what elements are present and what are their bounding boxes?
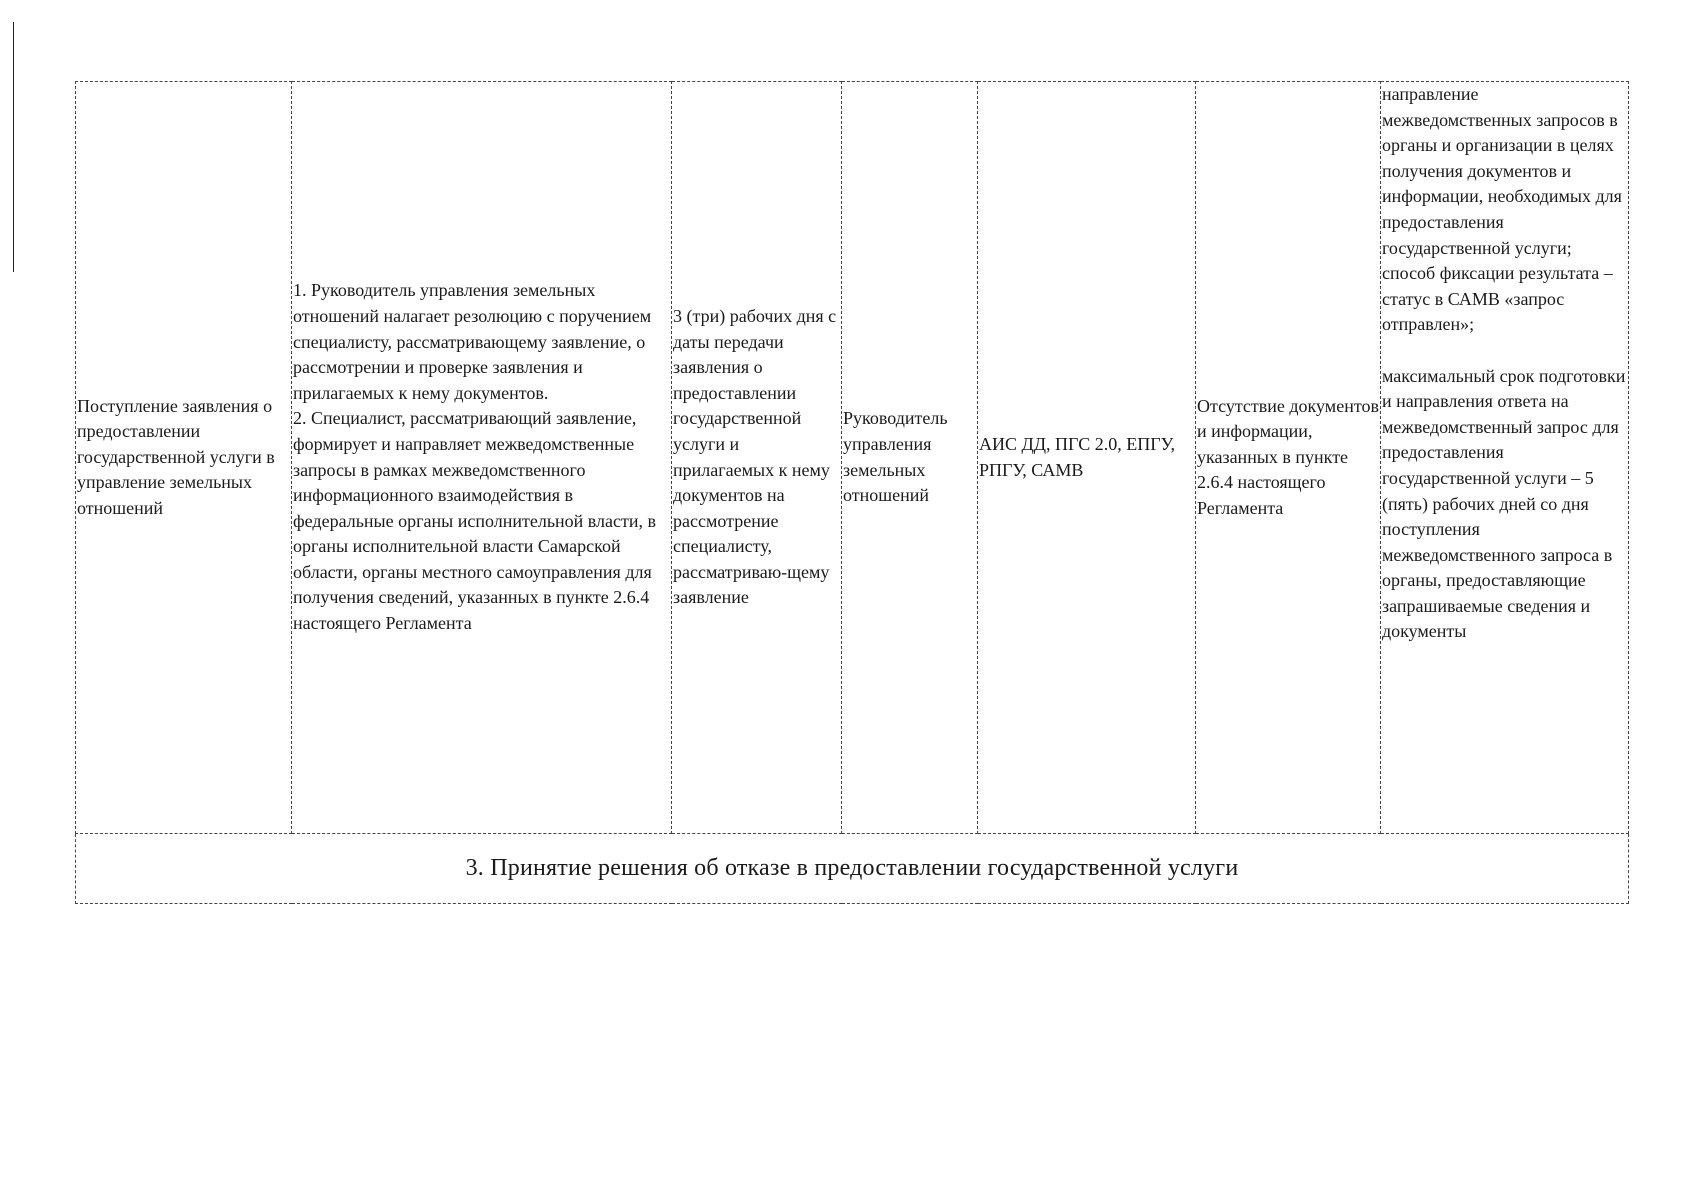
result-item-1: направление межведомственных запросов в органы и организации в целях получения документов и информации, необходимых для предоставления государственной услуги; способ фиксации результата – статус в САМВ «запрос отправлен»; [1382,84,1622,335]
paragraph-gap [1382,338,1627,364]
action-item-2: 2. Специалист, рассматривающий заявление, формирует и направляет межведомственные запросы в рамках межведомственного информационного взаимодействия в федеральные органы исполнительной власти, в органы исполнительной власти Самарской области, органы местного самоуправления для получения сведений, указанных в пункте 2.6.4 настоящего Регламента [293,408,657,634]
basis-cell: Поступление заявления о предоставлении государственной услуги в управление земельных отношений [76,82,292,834]
actions-cell [292,82,672,834]
responsible-cell: Руководитель управления земельных отношений [842,82,978,834]
procedure-table [75,81,1629,904]
action-item-1: 1. Руководитель управления земельных отношений налагает резолюцию с поручением специалисту, рассматривающему заявление, о рассмотрении и проверке заявления и прилагаемых к нему документов. [293,280,652,403]
result-item-2: максимальный срок подготовки и направления ответа на межведомственный запрос для предоставления государственной услуги – 5 (пять) рабочих дней со дня поступления межведомственного запроса в органы, предоставляющие запрашиваемые сведения и документы [1382,365,1626,642]
criteria-cell: Отсутствие документов и информации, указанных в пункте 2.6.4 настоящего Регламента [1196,82,1381,834]
page-margin-line [13,22,14,272]
systems-cell: АИС ДД, ПГС 2.0, ЕПГУ, РПГУ, САМВ [978,82,1196,834]
table-row [76,82,1629,834]
section-heading-row [76,834,1629,904]
term-cell: 3 (три) рабочих дня с даты передачи заявления о предоставлении государственной услуги и прилагаемых к нему документов на рассмотрение специалисту, рассматриваю-щему заявление [672,82,842,834]
result-cell [1381,82,1629,834]
section-heading: 3. Принятие решения об отказе в предоставлении государственной услуги [76,834,1629,904]
